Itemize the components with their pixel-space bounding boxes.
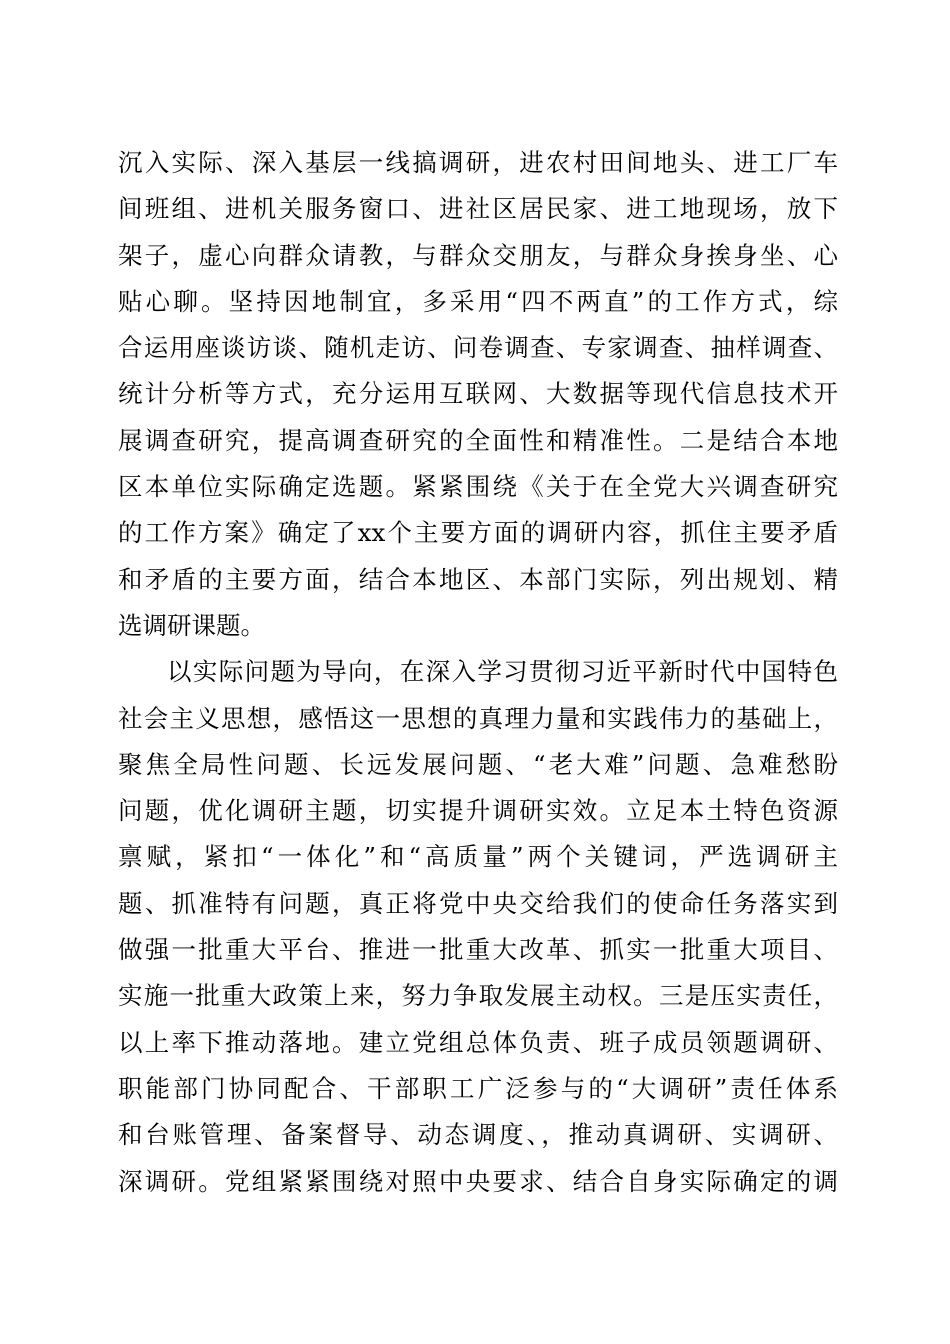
text-line: 以实际问题为导向，在深入学习贯彻习近平新时代中国特色 <box>167 657 838 687</box>
text-line: 区本单位实际确定选题。紧紧围绕《关于在全党大兴调查研究 <box>118 472 838 502</box>
text-line: 以上率下推动落地。建立党组总体负责、班子成员领题调研、 <box>118 1027 838 1057</box>
text-line: 深调研。党组紧紧围绕对照中央要求、结合自身实际确定的调 <box>118 1166 838 1196</box>
text-line: 实施一批重大政策上来，努力争取发展主动权。三是压实责任， <box>118 981 838 1011</box>
document-body <box>118 140 838 1205</box>
paragraph-1 <box>118 140 838 649</box>
text-line: 题、抓准特有问题，真正将党中央交给我们的使命任务落实到 <box>118 888 838 918</box>
text-line: 和台账管理、备案督导、动态调度、，推动真调研、实调研、 <box>118 1120 838 1150</box>
text-line: 聚焦全局性问题、长远发展问题、“老大难”问题、急难愁盼 <box>118 749 838 779</box>
text-line: 沉入实际、深入基层一线搞调研，进农村田间地头、进工厂车 <box>118 148 838 177</box>
text-line: 社会主义思想，感悟这一思想的真理力量和实践伟力的基础上， <box>118 703 838 733</box>
text-line: 贴心聊。坚持因地制宜，多采用“四不两直”的工作方式，综 <box>118 286 838 316</box>
text-line: 职能部门协同配合、干部职工广泛参与的“大调研”责任体系 <box>118 1073 838 1103</box>
text-line: 架子，虚心向群众请教，与群众交朋友，与群众身挨身坐、心 <box>118 240 838 270</box>
text-line: 的工作方案》确定了xx个主要方面的调研内容，抓住主要矛盾 <box>118 518 838 548</box>
paragraph-2 <box>118 649 838 1205</box>
text-line: 禀赋，紧扣“一体化”和“高质量”两个关键词，严选调研主 <box>118 842 838 872</box>
text-line: 问题，优化调研主题，切实提升调研实效。立足本土特色资源 <box>118 796 838 826</box>
text-line: 和矛盾的主要方面，结合本地区、本部门实际，列出规划、精 <box>118 564 838 594</box>
text-line: 合运用座谈访谈、随机走访、问卷调查、专家调查、抽样调查、 <box>118 333 838 363</box>
text-line: 选调研课题。 <box>118 610 265 640</box>
text-line: 统计分析等方式，充分运用互联网、大数据等现代信息技术开 <box>118 379 838 409</box>
text-line: 间班组、进机关服务窗口、进社区居民家、进工地现场，放下 <box>118 194 838 224</box>
text-line: 展调查研究，提高调查研究的全面性和精准性。二是结合本地 <box>118 425 838 455</box>
text-line: 做强一批重大平台、推进一批重大改革、抓实一批重大项目、 <box>118 935 838 965</box>
